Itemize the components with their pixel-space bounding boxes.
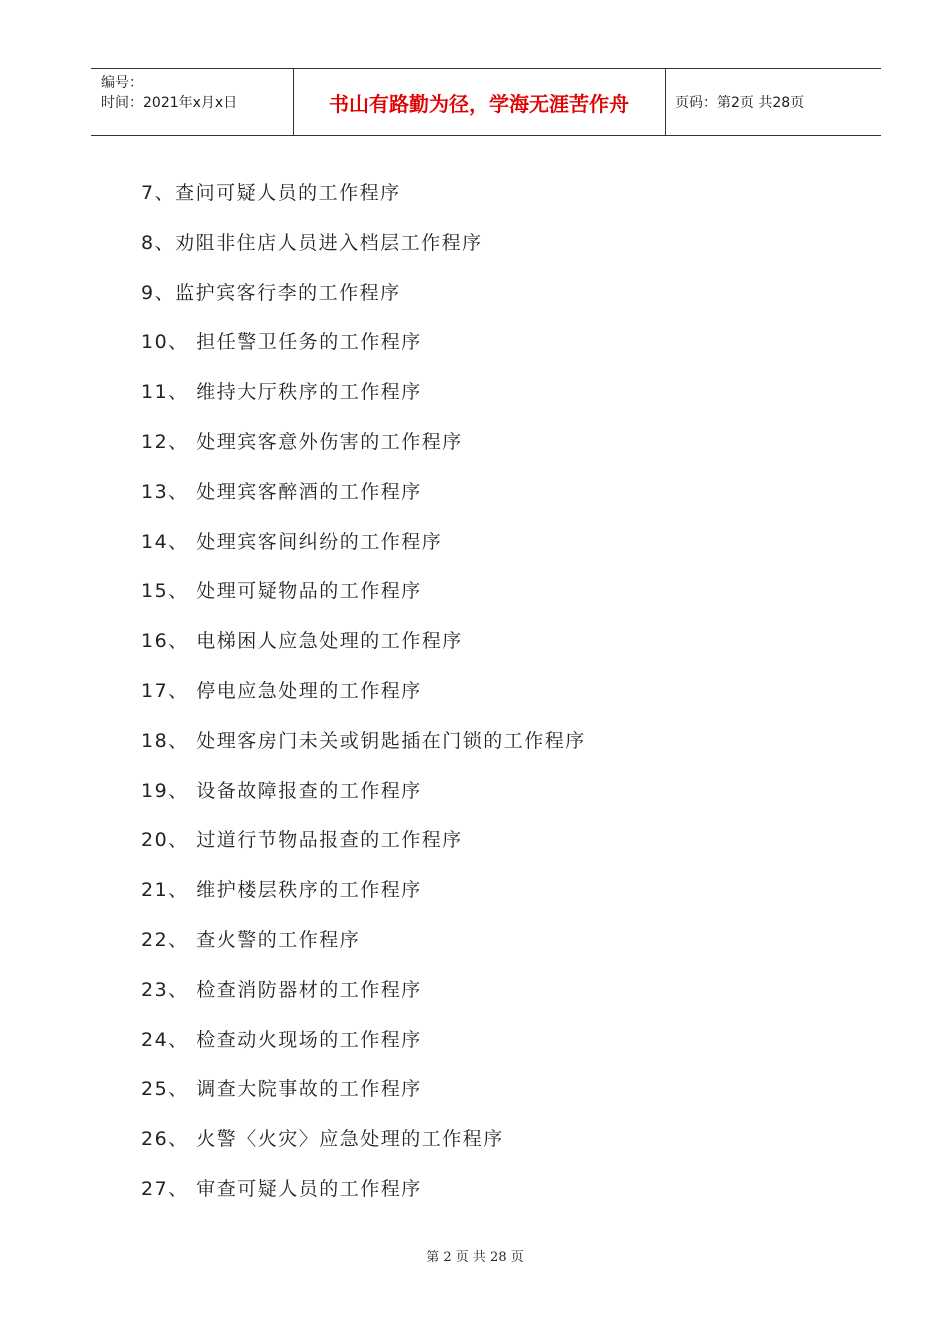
list-item: 25、 调查大院事故的工作程序 [141, 1078, 422, 1101]
list-item: 14、 处理宾客间纠纷的工作程序 [141, 530, 443, 553]
list-item: 11、 维持大厅秩序的工作程序 [141, 381, 422, 404]
list-item: 8、劝阻非住店人员进入档层工作程序 [141, 231, 483, 254]
serial-number-label: 编号： [101, 75, 143, 91]
procedure-list [141, 175, 586, 1221]
page-footer [0, 1246, 950, 1265]
list-item: 10、 担任警卫任务的工作程序 [141, 331, 422, 354]
footer-page-number: 第 2 页 共 28 页 [426, 1250, 524, 1265]
list-item: 17、 停电应急处理的工作程序 [141, 679, 422, 702]
header-page-info: 页码：第2页 共28页 [675, 95, 805, 111]
list-item: 27、 审查可疑人员的工作程序 [141, 1177, 422, 1200]
page-header [91, 68, 881, 136]
list-item: 22、 查火警的工作程序 [141, 928, 361, 951]
list-item: 13、 处理宾客醉酒的工作程序 [141, 480, 422, 503]
list-item: 26、 火警〈火灾〉应急处理的工作程序 [141, 1128, 504, 1151]
list-item: 7、查问可疑人员的工作程序 [141, 182, 401, 204]
header-meta [101, 73, 237, 113]
list-item: 16、 电梯困人应急处理的工作程序 [141, 630, 463, 653]
date-label: 时间：2021年x月x日 [101, 95, 238, 111]
list-item: 20、 过道行节物品报查的工作程序 [141, 829, 463, 852]
header-divider [665, 69, 666, 135]
list-item: 15、 处理可疑物品的工作程序 [141, 580, 422, 603]
list-item: 24、 检查动火现场的工作程序 [141, 1028, 422, 1051]
list-item: 23、 检查消防器材的工作程序 [141, 978, 422, 1001]
list-item: 21、 维护楼层秩序的工作程序 [141, 879, 422, 902]
list-item: 9、监护宾客行李的工作程序 [141, 281, 401, 304]
list-item: 18、 处理客房门未关或钥匙插在门锁的工作程序 [141, 729, 586, 752]
header-motto: 书山有路勤为径，学海无涯苦作舟 [329, 91, 629, 116]
list-item: 12、 处理宾客意外伤害的工作程序 [141, 430, 463, 453]
list-item: 19、 设备故障报查的工作程序 [141, 779, 422, 802]
